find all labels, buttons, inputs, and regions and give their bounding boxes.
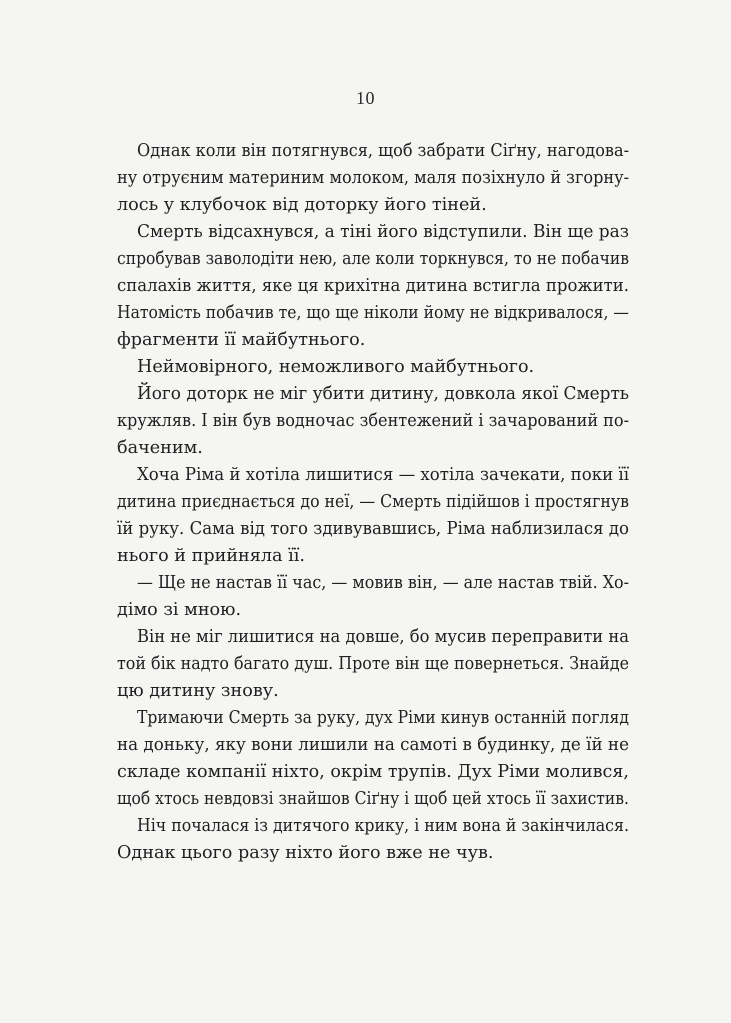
text-line: Ніч почалася із дитячого крику, і ним вона й закінчилася. — [137, 816, 629, 836]
text-line: Тримаючи Смерть за руку, дух Ріми кинув останній погляд — [137, 708, 629, 728]
text-line: на доньку, яку вони лишили на самоті в будинку, де їй не — [117, 735, 629, 755]
text-line: ну отруєним материним молоком, маля позіхнуло й згорну- — [117, 168, 630, 188]
paragraph — [117, 138, 629, 219]
text-line: їй руку. Сама від того здивувавшись, Ріма наблизилася до — [117, 519, 629, 539]
text-line: дитина приєднається до неї, — Смерть підійшов і простягнув — [117, 492, 630, 512]
text-line: кружляв. І він був водночас збентежений і зачарований по- — [117, 411, 630, 431]
text-line: спробував заволодіти нею, але коли торкнувся, то не побачив — [117, 249, 629, 269]
paragraph — [117, 219, 629, 354]
text-line: Смерть відсахнувся, а тіні його відступили. Він ще раз — [137, 222, 630, 242]
text-line: Хоча Ріма й хотіла лишитися — хотіла зачекати, поки її — [137, 465, 630, 485]
paragraph — [117, 462, 629, 570]
text-line: Однак цього разу ніхто його вже не чув. — [117, 843, 494, 863]
text-line: щоб хтось невдовзі знайшов Сіґну і щоб цей хтось її захистив. — [117, 789, 629, 809]
text-line: Його доторк не міг убити дитину, довкола якої Смерть — [137, 384, 629, 404]
text-line: Однак коли він потягнувся, щоб забрати Сіґну, нагодова- — [137, 141, 630, 161]
text-line: дімо зі мною. — [117, 600, 242, 620]
paragraph — [117, 570, 629, 624]
text-line: лось у клубочок від доторку його тіней. — [117, 195, 487, 215]
text-line: фрагменти її майбутнього. — [117, 330, 366, 350]
text-line: Неймовірного, неможливого майбутнього. — [137, 357, 535, 377]
text-line: Натомість побачив те, що ще ніколи йому не відкривалося, — — [117, 303, 630, 323]
text-line: Він не міг лишитися на довше, бо мусив переправити на — [137, 627, 630, 647]
text-line: нього й прийняла її. — [117, 546, 305, 566]
text-line: той бік надто багато душ. Проте він ще повернеться. Знайде — [117, 654, 630, 674]
text-line: складе компанії ніхто, окрім трупів. Дух Ріми молився, — [117, 762, 629, 782]
text-line: спалахів життя, яке ця крихітна дитина встигла прожити. — [117, 276, 629, 296]
text-line: цю дитину знову. — [117, 681, 279, 701]
paragraph — [117, 624, 629, 705]
paragraph — [117, 381, 629, 462]
text-line: баченим. — [117, 438, 203, 458]
paragraph — [117, 705, 629, 813]
body-text — [117, 138, 629, 867]
paragraph — [117, 813, 629, 867]
text-line: — Ще не настав її час, — мовив він, — але настав твій. Хо- — [137, 573, 630, 593]
paragraph — [117, 354, 629, 381]
page-number: 10 — [356, 88, 375, 108]
